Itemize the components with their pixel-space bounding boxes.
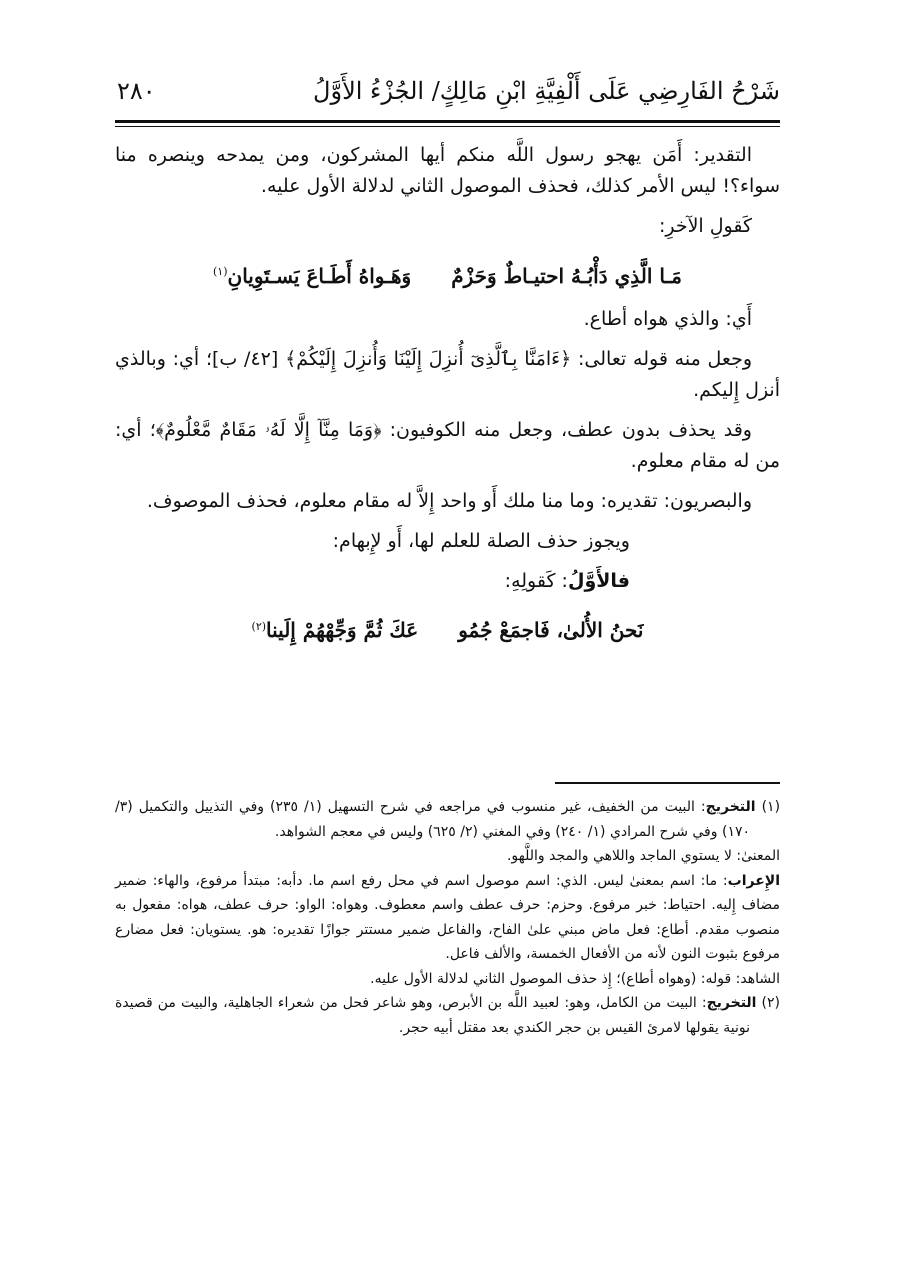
footnote-ref: (١): [212, 265, 228, 278]
verse-second-hemistich: عَكَ ثُمَّ وَجِّهْهُمْ إِلَينا: [266, 618, 419, 643]
footnote-2: [115, 991, 780, 1040]
paragraph-quran-citation: وقد يحذف بدون عطف، وجعل منه الكوفيون: ﴿وَمَا مِنَّآ إِلَّا لَهُۥ مَقَامٌ مَّعْلُومٌ﴾؛ أي: من له مقام معلوم.: [115, 418, 780, 472]
footnote-label: التخريج: [705, 799, 756, 815]
footnote-number: (١): [761, 799, 781, 815]
paragraph: ويجوز حذف الصلة للعلم لها، أَو لإِبهام:: [332, 529, 630, 552]
footnote-irab-label: الإِعراب: [727, 872, 780, 889]
header-rule-thin: [115, 126, 780, 127]
paragraph-quran-citation: وجعل منه قوله تعالى: ﴿ءَامَنَّا بِٱلَّذِىٓ أُنزِلَ إِلَيْنَا وَأُنزِلَ إِلَيْكُمْ﴾ [٤٢/ ب]؛ أي: وبالذي أنزل إِليكم.: [115, 347, 780, 401]
footnote-meaning: المعنىٰ: لا يستوي الماجد واللاهي والمجد واللَّهو.: [506, 848, 780, 864]
footnote-1: [115, 795, 780, 844]
page-number: ٢٨٠: [117, 77, 156, 105]
verse-first-hemistich: مَـا الَّذِي دَأْبُـهُ احتيـاطٌ وَحَزْمٌ: [451, 263, 683, 288]
footnote-separator: [555, 782, 780, 784]
footnote-shahid: الشاهد: قوله: (وهواه أطاع)؛ إِذ حذف الموصول الثاني لدلالة الأول عليه.: [370, 970, 780, 987]
verse-line: [115, 611, 780, 647]
verse-line: [115, 256, 780, 292]
footnotes: [115, 795, 780, 1040]
paragraph: والبصريون: تقديره: وما منا ملك أَو واحد إِلاَّ له مقام معلوم، فحذف الموصوف.: [146, 489, 752, 512]
section-lead: [115, 566, 780, 597]
footnote-ref: (٢): [251, 619, 267, 633]
running-title: شَرْحُ الفَارِضِي عَلَى أَلْفِيَّةِ ابْنِ مَالِكٍ/ الجُزْءُ الأَوَّلُ: [313, 77, 780, 105]
section-lead-label: فالأَوَّلُ: [567, 569, 630, 592]
paragraph: أَي: والذي هواه أطاع.: [583, 307, 752, 330]
footnote-irab: [115, 869, 780, 967]
paragraph: التقدير: أَمَن يهجو رسول اللَّه منكم أيها المشركون، ومن يمدحه وينصره منا سواء؟! ليس الأمر كذلك، فحذف الموصول الثاني لدلالة الأول عليه.: [115, 144, 780, 197]
section-lead-text: : كَقولِهِ:: [504, 569, 568, 592]
verse-second-hemistich: وَهَـواهُ أَطَـاعَ يَسـتَوِيانِ: [227, 263, 412, 288]
footnote-number: (٢): [761, 995, 780, 1011]
footnote-text: : البيت من الكامل، وهو: لعبيد اللَّه بن الأبرص، وهو شاعر فحل من شعراء الجاهلية، والبيت من قصيدة نونية يقولها لامرئ القيس بن حجر الكندي بعد مقتل أبيه حجر.: [115, 995, 750, 1036]
footnote-text: : البيت من الخفيف، غير منسوب في مراجعه في شرح التسهيل (١/ ٢٣٥) وفي التذييل والتكميل (٣/ ١٧٠) وفي شرح المرادي (١/ ٢٤٠) وفي المغني (٢/ ٦٢٥) وليس في معجم الشواهد.: [115, 799, 750, 840]
footnote-irab-text: : ما: اسم بمعنىٰ ليس. الذي: اسم موصول اسم في محل رفع اسم ما. دأبه: مبتدأ مرفوع، والهاء: ضمير مضاف إِليه. احتياط: خبر مرفوع. وحزم: حرف عطف واسم معطوف. وهواه: الواو: حرف عطف، هواه: مفعول به منصوب مقدم. أطاع: فعل ماض مبني علىٰ الفاح، والفاعل ضمير مستتر جوازًا تقديره: هو. يستويان: فعل مضارع مرفوع بثبوت النون لأنه من الأفعال الخمسة، والألف فاعل.: [115, 872, 780, 962]
verse-intro: كَقولِ الآخرِ:: [658, 215, 752, 237]
page-header: [115, 75, 780, 115]
footnote-label: التخريج: [706, 995, 757, 1011]
main-text: [115, 140, 780, 658]
verse-first-hemistich: نَحنُ الأُلىٰ، فَاجمَعْ جُمُو: [458, 618, 644, 643]
header-rule-thick: [115, 120, 780, 123]
